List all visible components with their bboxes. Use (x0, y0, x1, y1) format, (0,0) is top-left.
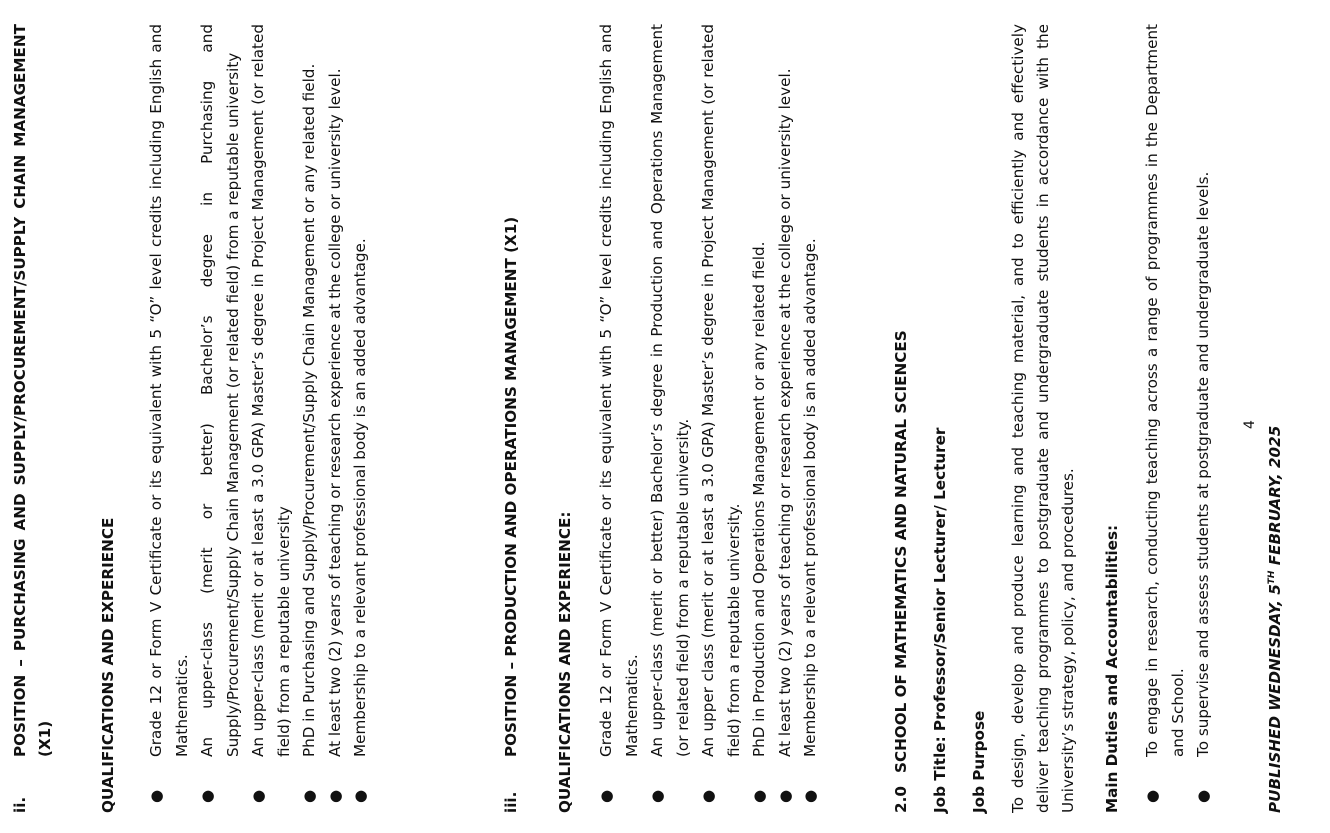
duty-item-text: To engage in research, conducting teaching across a range of programmes in the Department and School. (1143, 24, 1187, 757)
section-2 (889, 24, 914, 813)
bullet-icon: ● (249, 789, 267, 803)
section-iii-qualification-item (798, 24, 824, 813)
bullet-icon: ● (775, 789, 794, 803)
section-ii-qualifications (96, 24, 121, 813)
section-ii-subheading: QUALIFICATIONS AND EXPERIENCE (99, 517, 117, 813)
bullet-icon: ● (147, 789, 165, 803)
footer-prefix: PUBLISHED WEDNESDAY, 5 (1266, 584, 1285, 813)
section-ii-qualification-item (323, 24, 349, 813)
section-ii-qualification-item (297, 24, 323, 813)
section-ii-qualification-item-text: PhD in Purchasing and Supply/Procurement/Supply Chain Management or any related field. (300, 63, 318, 757)
footer-suffix: FEBRUARY, 2025 (1266, 425, 1285, 571)
section-ii-qualification-item-text: An upper-class (merit or better) Bachelor’s degree in Purchasing and Supply/Procurement/Supply Chain Management (or related field) from a reputable university (198, 24, 242, 757)
section-iii-heading (499, 24, 524, 813)
section-iii-qualification-item-text: An upper-class (merit or better) Bachelor’s degree in Production and Operations Management (or related field) from a reputable university. (648, 24, 692, 757)
duties-heading: Main Duties and Accountabilities: (1103, 524, 1121, 813)
duty-item-text: To supervise and assess students at postgraduate and undergraduate levels. (1194, 171, 1212, 757)
job-purpose-text-block (1006, 24, 1081, 813)
page-number: 4 (1242, 420, 1258, 429)
section-iii-qualification-item (696, 24, 747, 813)
section-ii-list-wrap (144, 24, 374, 813)
section-ii-qualification-item-text: Membership to a relevant professional body is an added advantage. (351, 238, 369, 757)
section-iii-qualification-item-text: Membership to a relevant professional body is an added advantage. (801, 238, 819, 757)
section-iii-number: iii. (502, 791, 520, 813)
section-ii-heading (8, 24, 58, 813)
duty-item (1191, 24, 1217, 813)
section-iii-qualification-item-text: At least two (2) years of teaching or research experience at the college or university level. (775, 68, 794, 757)
section-iii-qualification-item (773, 24, 799, 813)
job-purpose-text: To design, develop and produce learning and teaching material, and to efficiently and effectively deliver teaching programmes to postgraduate and undergraduate students in accordance with the University’s strategy, policy, and procedures. (1009, 24, 1077, 813)
section-iii-qualification-item-text: Grade 12 or Form V Certificate or its equivalent with 5 “O” level credits including English and Mathematics. (597, 24, 641, 757)
duties-heading-block (1100, 24, 1125, 813)
bullet-icon: ● (1194, 789, 1212, 803)
section-ii (8, 24, 58, 813)
section-iii-qualification-item (645, 24, 696, 813)
section-iii-subheading: QUALIFICATIONS AND EXPERIENCE: (556, 511, 574, 813)
bullet-icon: ● (750, 789, 768, 803)
section-ii-qualification-item-text: Grade 12 or Form V Certificate or its equivalent with 5 “O” level credits including English and Mathematics. (147, 24, 191, 757)
job-purpose-heading: Job Purpose (970, 710, 988, 813)
job-title: Job Title: Professor/Senior Lecturer/ Lecturer (931, 427, 949, 813)
job-purpose-block (967, 24, 992, 813)
duty-item (1140, 24, 1191, 813)
section-2-number: 2.0 (892, 786, 910, 813)
section-ii-qualification-item (144, 24, 195, 813)
duties-list-wrap (1140, 24, 1217, 813)
section-ii-qualification-item-text: At least two (2) years of teaching or research experience at the college or university level. (325, 68, 344, 757)
section-iii-title: POSITION – PRODUCTION AND OPERATIONS MANAGEMENT (X1) (502, 216, 520, 757)
section-ii-qualification-item (195, 24, 246, 813)
section-ii-number: ii. (11, 796, 29, 813)
section-iii-qualifications (553, 24, 578, 813)
bullet-icon: ● (198, 789, 216, 803)
bullet-icon: ● (597, 789, 615, 803)
bullet-icon: ● (801, 789, 819, 803)
bullet-icon: ● (699, 789, 717, 803)
section-2-heading (889, 24, 914, 813)
bullet-icon: ● (325, 789, 344, 803)
section-iii-qualification-item (747, 24, 773, 813)
section-ii-qualification-item-text: An upper-class (merit or at least a 3.0 GPA) Master’s degree in Project Management (or related field) from a reputable university (249, 24, 293, 757)
section-iii-list-wrap (594, 24, 824, 813)
section-ii-list (144, 24, 374, 813)
footer-superscript: TH (1267, 570, 1277, 585)
section-iii (499, 24, 524, 813)
section-ii-qualification-item (348, 24, 374, 813)
section-iii-qualification-item-text: PhD in Production and Operations Management or any related field. (750, 241, 768, 757)
bullet-icon: ● (300, 789, 318, 803)
publication-footer (1260, 426, 1288, 813)
section-ii-title: POSITION – PURCHASING AND SUPPLY/PROCUREMENT/SUPPLY CHAIN MANAGEMENT (X1) (11, 24, 54, 757)
bullet-icon: ● (351, 789, 369, 803)
section-2-title: SCHOOL OF MATHEMATICS AND NATURAL SCIENCES (892, 330, 910, 773)
section-iii-qualification-item-text: An upper class (merit or at least a 3.0 GPA) Master’s degree in Project Management (or related field) from a reputable university. (699, 24, 743, 757)
section-iii-qualification-item (594, 24, 645, 813)
bullet-icon: ● (648, 789, 666, 803)
section-ii-qualification-item (246, 24, 297, 813)
duties-list (1140, 24, 1217, 813)
section-iii-list (594, 24, 824, 813)
bullet-icon: ● (1143, 789, 1161, 803)
job-title-block (928, 24, 953, 813)
